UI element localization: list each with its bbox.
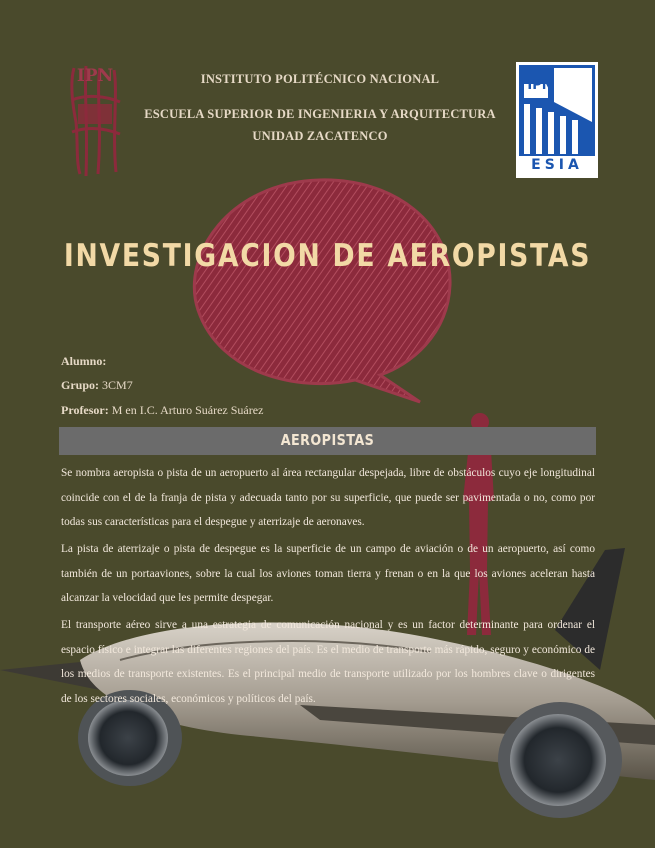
ipn-logo-label: IPN [527,78,553,93]
scribble-bubble-graphic [180,170,460,410]
professor-label: Profesor: [61,403,109,417]
unit-name: UNIDAD ZACATENCO [252,129,388,143]
paragraph: La pista de aterrizaje o pista de despegue es la superficie de un campo de aviación o de un aeropuerto, así como también de un portaaviones, sobre la cual los aviones toman tierra y frenan o en la que los aviones aceleran hasta alcanzar la velocidad que les permite despegar. [61,543,595,604]
professor-value: M en I.C. Arturo Suárez Suárez [111,403,264,417]
group-value: 3CM7 [102,378,133,392]
section-header-bar [59,427,596,455]
paragraph: Se nombra aeropista o pista de un aeropuerto al área rectangular despejada, libre de obstáculos cuyo eje longitudinal coincide con el de la franja de pista y adecuada tanto por su superficie, que puede ser pavimentada o no, como por todas sus características para el despegue y aterrizaje de aeronaves. [61,467,595,528]
student-label: Alumno: [61,354,107,368]
ipn-left-logo-label: IPN [76,66,114,86]
professor-line [61,403,263,418]
esia-logo-label: ESIA [531,157,583,173]
institution-name: INSTITUTO POLITÉCNICO NACIONAL [200,72,440,86]
document-title: INVESTIGACION DE AEROPISTAS [63,238,592,274]
paragraph: El transporte aéreo sirve a una estrategia de comunicación nacional y es un factor determinante para ordenar el espacio físico e integrar las diferentes regiones del país. Es el medio de transporte más rápido, seguro y económico de los medios de transporte existentes. Es el principal medio de transporte utilizado por los hombres clave o dirigentes de los sectores sociales, económicos y políticos del país. [61,619,595,705]
student-line [61,354,106,369]
group-line [61,378,133,393]
section-title: AEROPISTAS [280,431,375,449]
group-label: Grupo: [61,378,100,392]
school-name: ESCUELA SUPERIOR DE INGENIERIA Y ARQUITECTURA [144,107,496,121]
